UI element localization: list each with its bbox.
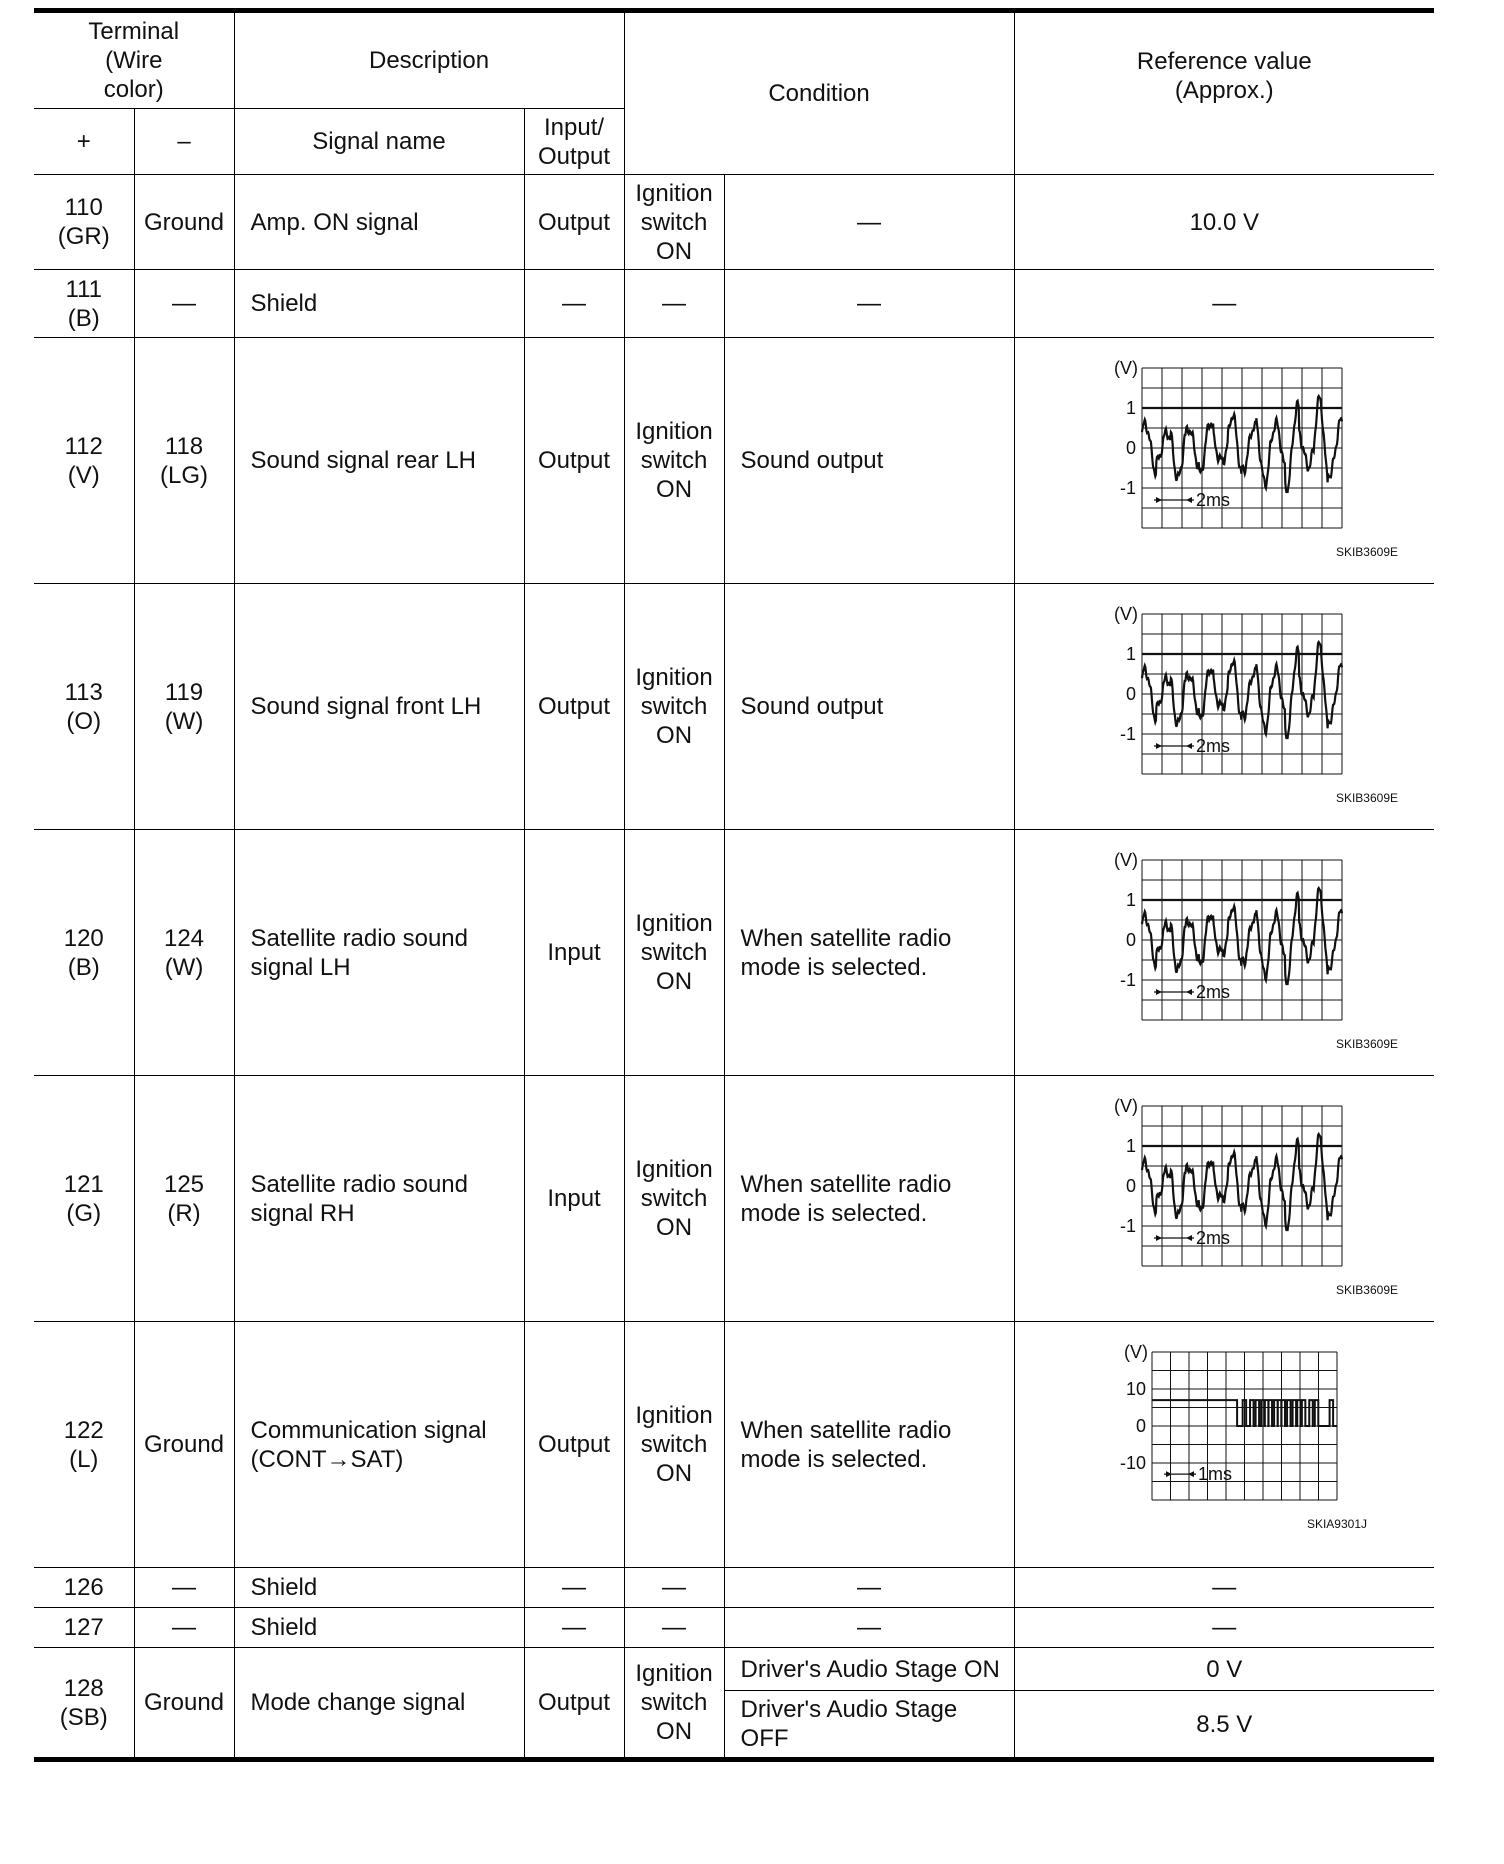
terminal-minus: 124 (W)	[134, 830, 234, 1076]
condition-detail: When satellite radio mode is selected.	[724, 1322, 1014, 1568]
y-tick-label: -1	[1120, 1215, 1137, 1236]
condition-detail: —	[724, 1608, 1014, 1648]
figure-code: SKIB3609E	[1336, 1036, 1399, 1051]
condition-switch: —	[624, 270, 724, 338]
table-row	[34, 830, 1434, 1076]
io-value: Output	[524, 338, 624, 584]
terminal-plus: 121 (G)	[34, 1076, 134, 1322]
reference-value: 0 V	[1014, 1648, 1434, 1691]
table-row	[34, 1322, 1434, 1568]
condition-switch: —	[624, 1608, 724, 1648]
time-scale-label: 2ms	[1196, 735, 1231, 756]
table-row	[34, 1608, 1434, 1648]
signal-name: Satellite radio sound signal LH	[234, 830, 524, 1076]
terminal-plus: 111 (B)	[34, 270, 134, 338]
condition-detail: Driver's Audio Stage OFF	[724, 1691, 1014, 1760]
signal-name: Communication signal (CONT→SAT)	[234, 1322, 524, 1568]
y-tick-label: -1	[1120, 723, 1137, 744]
header-plus: +	[34, 109, 134, 175]
condition-switch: Ignition switch ON	[624, 175, 724, 270]
signal-name: Satellite radio sound signal RH	[234, 1076, 524, 1322]
condition-detail: When satellite radio mode is selected.	[724, 830, 1014, 1076]
y-unit-label: (V)	[1114, 357, 1139, 378]
io-value: Output	[524, 584, 624, 830]
waveform-cell	[1014, 584, 1434, 830]
table-row	[34, 175, 1434, 270]
y-tick-label: 0	[1126, 1175, 1137, 1196]
terminal-plus: 112 (V)	[34, 338, 134, 584]
io-value: Output	[524, 1648, 624, 1760]
io-value: —	[524, 270, 624, 338]
terminal-minus: Ground	[134, 1322, 234, 1568]
table-row	[34, 1076, 1434, 1322]
sound-waveform-chart	[1074, 602, 1399, 812]
signal-name: Amp. ON signal	[234, 175, 524, 270]
condition-detail: —	[724, 175, 1014, 270]
time-scale-label: 1ms	[1198, 1463, 1233, 1484]
table-row	[34, 1568, 1434, 1608]
y-tick-label: 1	[1126, 397, 1137, 418]
figure-code: SKIB3609E	[1336, 1282, 1399, 1297]
table-row	[34, 1648, 1434, 1691]
io-value: Input	[524, 830, 624, 1076]
terminal-minus: Ground	[134, 1648, 234, 1760]
y-tick-label: 0	[1126, 683, 1137, 704]
y-tick-label: -1	[1120, 969, 1137, 990]
condition-switch: Ignition switch ON	[624, 830, 724, 1076]
sound-waveform-chart	[1074, 356, 1399, 566]
terminal-plus: 128 (SB)	[34, 1648, 134, 1760]
terminal-minus: —	[134, 1568, 234, 1608]
condition-detail: When satellite radio mode is selected.	[724, 1076, 1014, 1322]
io-value: Output	[524, 1322, 624, 1568]
header-condition: Condition	[624, 11, 1014, 175]
figure-code: SKIA9301J	[1307, 1516, 1368, 1531]
io-value: —	[524, 1568, 624, 1608]
header-io: Input/ Output	[524, 109, 624, 175]
terminal-plus: 120 (B)	[34, 830, 134, 1076]
waveform-cell	[1014, 1322, 1434, 1568]
condition-detail: —	[724, 270, 1014, 338]
condition-detail: Sound output	[724, 584, 1014, 830]
terminal-minus: Ground	[134, 175, 234, 270]
terminal-plus: 126	[34, 1568, 134, 1608]
y-tick-label: -10	[1120, 1452, 1147, 1473]
y-unit-label: (V)	[1114, 849, 1139, 870]
condition-switch: Ignition switch ON	[624, 1648, 724, 1760]
terminal-minus: 125 (R)	[134, 1076, 234, 1322]
header-row-1	[34, 11, 1434, 109]
signal-name: Shield	[234, 270, 524, 338]
reference-value: —	[1014, 1568, 1434, 1608]
y-unit-label: (V)	[1114, 1095, 1139, 1116]
table-row	[34, 270, 1434, 338]
header-reference: Reference value (Approx.)	[1014, 11, 1434, 175]
table-row	[34, 584, 1434, 830]
comm-waveform-chart	[1074, 1340, 1374, 1550]
y-unit-label: (V)	[1124, 1341, 1149, 1362]
io-value: —	[524, 1608, 624, 1648]
terminal-minus: —	[134, 270, 234, 338]
figure-code: SKIB3609E	[1336, 790, 1399, 805]
terminal-minus: 118 (LG)	[134, 338, 234, 584]
condition-switch: Ignition switch ON	[624, 338, 724, 584]
signal-name: Mode change signal	[234, 1648, 524, 1760]
header-description: Description	[234, 11, 624, 109]
header-minus: –	[134, 109, 234, 175]
y-unit-label: (V)	[1114, 603, 1139, 624]
table-row	[34, 338, 1434, 584]
reference-value: 8.5 V	[1014, 1691, 1434, 1760]
signal-name: Shield	[234, 1608, 524, 1648]
terminal-plus: 110 (GR)	[34, 175, 134, 270]
signal-name: Sound signal rear LH	[234, 338, 524, 584]
terminal-minus: —	[134, 1608, 234, 1648]
waveform-cell	[1014, 338, 1434, 584]
signal-name: Sound signal front LH	[234, 584, 524, 830]
io-value: Output	[524, 175, 624, 270]
terminal-reference-table	[34, 8, 1434, 1762]
y-tick-label: 0	[1136, 1415, 1147, 1436]
y-tick-label: 0	[1126, 929, 1137, 950]
reference-value: 10.0 V	[1014, 175, 1434, 270]
y-tick-label: 1	[1126, 1135, 1137, 1156]
terminal-minus: 119 (W)	[134, 584, 234, 830]
condition-detail: Sound output	[724, 338, 1014, 584]
figure-code: SKIB3609E	[1336, 544, 1399, 559]
sound-waveform-chart	[1074, 848, 1399, 1058]
terminal-plus: 122 (L)	[34, 1322, 134, 1568]
time-scale-label: 2ms	[1196, 489, 1231, 510]
sound-waveform-chart	[1074, 1094, 1399, 1304]
time-scale-label: 2ms	[1196, 981, 1231, 1002]
condition-detail: —	[724, 1568, 1014, 1608]
y-tick-label: 1	[1126, 643, 1137, 664]
condition-switch: Ignition switch ON	[624, 584, 724, 830]
terminal-plus: 113 (O)	[34, 584, 134, 830]
waveform-cell	[1014, 1076, 1434, 1322]
condition-switch: Ignition switch ON	[624, 1076, 724, 1322]
waveform-cell	[1014, 830, 1434, 1076]
condition-switch: —	[624, 1568, 724, 1608]
reference-value: —	[1014, 270, 1434, 338]
y-tick-label: 1	[1126, 889, 1137, 910]
y-tick-label: -1	[1120, 477, 1137, 498]
condition-switch: Ignition switch ON	[624, 1322, 724, 1568]
header-signal-name: Signal name	[234, 109, 524, 175]
time-scale-label: 2ms	[1196, 1227, 1231, 1248]
condition-detail: Driver's Audio Stage ON	[724, 1648, 1014, 1691]
y-tick-label: 0	[1126, 437, 1137, 458]
header-terminal: Terminal (Wire color)	[34, 11, 234, 109]
terminal-plus: 127	[34, 1608, 134, 1648]
y-tick-label: 10	[1126, 1378, 1147, 1399]
io-value: Input	[524, 1076, 624, 1322]
terminal-reference-document	[34, 8, 1434, 1762]
reference-value: —	[1014, 1608, 1434, 1648]
signal-name: Shield	[234, 1568, 524, 1608]
